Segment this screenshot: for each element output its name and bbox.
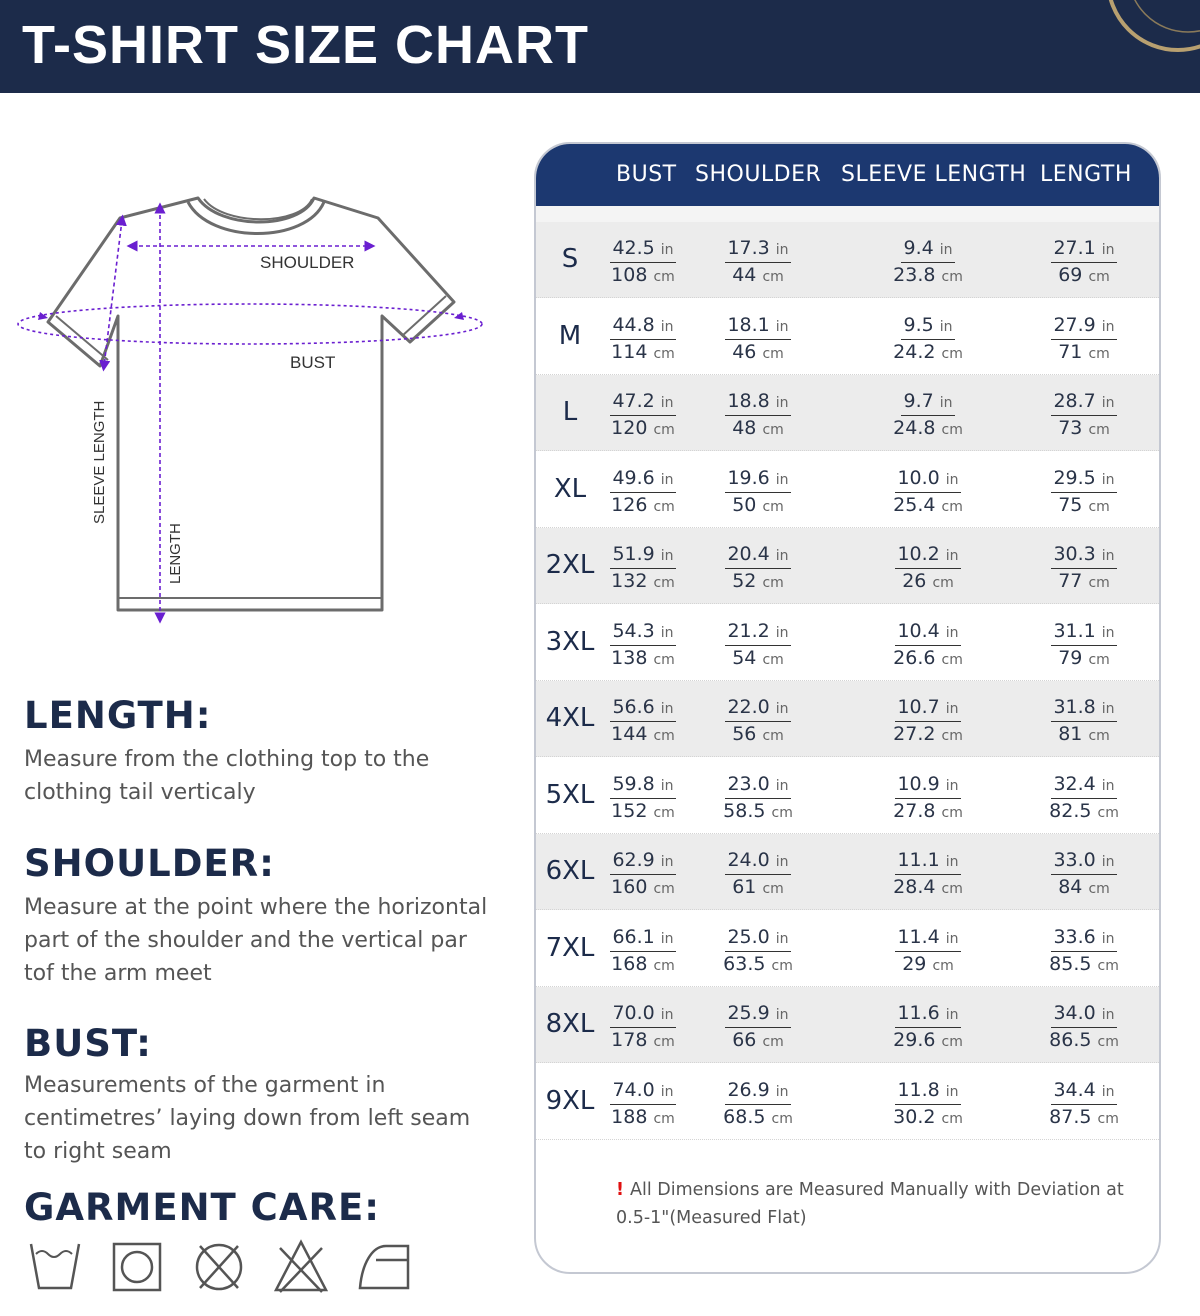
unit-inches: in bbox=[945, 471, 959, 488]
shoulder-cm-value: 66 bbox=[732, 1029, 757, 1051]
cell-shoulder bbox=[708, 313, 808, 366]
unit-inches: in bbox=[775, 395, 789, 411]
length-cm-value: 71 bbox=[1058, 340, 1083, 363]
length-cm-value: 86.5 bbox=[1049, 1029, 1092, 1051]
measurement-note bbox=[616, 1176, 1136, 1232]
unit-cm: cm bbox=[941, 728, 963, 744]
unit-cm: cm bbox=[653, 804, 675, 821]
unit-inches: in bbox=[1101, 777, 1115, 794]
length-inches-value: 33.6 bbox=[1053, 925, 1096, 948]
unit-inches: in bbox=[660, 318, 674, 335]
sleeve-cm-value: 23.8 bbox=[893, 264, 936, 286]
sleeve-inches-value: 11.8 bbox=[897, 1078, 940, 1101]
size-label: 5XL bbox=[545, 779, 595, 810]
unit-inches: in bbox=[660, 471, 674, 488]
shoulder-cm-value: 52 bbox=[732, 570, 757, 592]
length-cm-value: 82.5 bbox=[1049, 799, 1092, 822]
table-row bbox=[536, 834, 1159, 910]
unit-cm: cm bbox=[941, 345, 963, 362]
cell-bust bbox=[593, 695, 693, 748]
unit-cm: cm bbox=[1088, 575, 1110, 591]
unit-cm: cm bbox=[1097, 1034, 1119, 1050]
shoulder-inches-value: 19.6 bbox=[727, 466, 770, 489]
unit-inches: in bbox=[1101, 242, 1115, 258]
length-inches-value: 34.0 bbox=[1053, 1002, 1096, 1024]
sleeve-cm-value: 26.6 bbox=[893, 646, 936, 669]
unit-inches: in bbox=[775, 1007, 789, 1023]
section-heading-length: LENGTH: bbox=[24, 694, 212, 737]
unit-cm: cm bbox=[653, 728, 675, 744]
table-row bbox=[536, 1064, 1159, 1140]
unit-inches: in bbox=[939, 242, 953, 258]
decorative-rings bbox=[1060, 0, 1200, 93]
length-inches-value: 32.4 bbox=[1053, 772, 1096, 795]
unit-inches: in bbox=[1101, 318, 1115, 335]
unit-inches: in bbox=[775, 930, 789, 947]
unit-inches: in bbox=[660, 1007, 674, 1023]
unit-cm: cm bbox=[941, 881, 963, 897]
unit-cm: cm bbox=[653, 1110, 675, 1127]
bust-inches-value: 49.6 bbox=[612, 466, 655, 489]
unit-cm: cm bbox=[1097, 804, 1119, 821]
length-cm-value: 75 bbox=[1058, 493, 1083, 516]
shoulder-cm-value: 50 bbox=[732, 493, 757, 516]
table-row bbox=[536, 375, 1159, 451]
length-inches-value: 31.8 bbox=[1053, 696, 1096, 718]
length-inches-value: 28.7 bbox=[1053, 390, 1096, 412]
cell-shoulder bbox=[708, 542, 808, 595]
cell-shoulder bbox=[708, 695, 808, 748]
unit-inches: in bbox=[660, 395, 674, 411]
unit-inches: in bbox=[1101, 548, 1115, 564]
cell-shoulder bbox=[708, 236, 808, 289]
unit-inches: in bbox=[945, 854, 959, 870]
cell-shoulder bbox=[708, 466, 808, 519]
size-label: 9XL bbox=[545, 1085, 595, 1116]
cell-length bbox=[1034, 542, 1134, 595]
cell-bust bbox=[593, 1001, 693, 1054]
unit-inches: in bbox=[1101, 854, 1115, 870]
cell-length bbox=[1034, 848, 1134, 901]
unit-cm: cm bbox=[762, 1034, 784, 1050]
sleeve-inches-value: 10.7 bbox=[897, 696, 940, 718]
bust-inches-value: 44.8 bbox=[612, 313, 655, 336]
unit-cm: cm bbox=[941, 422, 963, 438]
unit-cm: cm bbox=[653, 1034, 675, 1050]
cell-sleeve bbox=[878, 772, 978, 825]
sleeve-cm-value: 28.4 bbox=[893, 876, 936, 898]
unit-cm: cm bbox=[941, 804, 963, 821]
unit-inches: in bbox=[1101, 624, 1115, 641]
sleeve-cm-value: 27.8 bbox=[893, 799, 936, 822]
section-heading-shoulder: SHOULDER: bbox=[24, 842, 275, 885]
cell-shoulder bbox=[708, 1078, 808, 1131]
size-label: 4XL bbox=[545, 703, 595, 733]
wash-tub-icon bbox=[28, 1236, 82, 1294]
bust-cm-value: 120 bbox=[611, 417, 648, 439]
length-label: LENGTH bbox=[167, 523, 184, 584]
unit-cm: cm bbox=[1088, 345, 1110, 362]
care-icons bbox=[28, 1236, 410, 1294]
bust-cm-value: 160 bbox=[611, 876, 648, 898]
size-label: 7XL bbox=[545, 932, 595, 963]
length-cm-value: 77 bbox=[1058, 570, 1083, 592]
size-label: S bbox=[561, 244, 579, 274]
unit-cm: cm bbox=[1088, 881, 1110, 897]
unit-inches: in bbox=[945, 1083, 959, 1100]
cell-bust bbox=[593, 542, 693, 595]
unit-cm: cm bbox=[653, 498, 675, 515]
section-text-bust: Measurements of the garment in centimetres’ laying down from left seam to right seam bbox=[24, 1073, 471, 1164]
unit-cm: cm bbox=[762, 728, 784, 744]
length-cm-value: 81 bbox=[1058, 723, 1083, 745]
tumble-dry-icon bbox=[110, 1236, 164, 1294]
column-header-length: LENGTH bbox=[1040, 162, 1132, 187]
shoulder-inches-value: 26.9 bbox=[727, 1078, 770, 1101]
unit-cm: cm bbox=[653, 575, 675, 591]
bust-inches-value: 59.8 bbox=[612, 772, 655, 795]
unit-inches: in bbox=[939, 395, 953, 411]
cell-sleeve bbox=[878, 619, 978, 672]
unit-inches: in bbox=[1101, 471, 1115, 488]
bust-inches-value: 42.5 bbox=[612, 237, 655, 259]
cell-shoulder bbox=[708, 619, 808, 672]
sleeve-cm-value: 24.2 bbox=[893, 340, 936, 363]
length-cm-value: 84 bbox=[1058, 876, 1083, 898]
length-cm-value: 85.5 bbox=[1049, 952, 1092, 975]
bust-inches-value: 54.3 bbox=[612, 619, 655, 642]
shoulder-cm-value: 48 bbox=[732, 417, 757, 439]
unit-inches: in bbox=[775, 1083, 789, 1100]
size-table bbox=[534, 142, 1161, 1274]
size-label: 2XL bbox=[545, 550, 595, 580]
iron-icon bbox=[356, 1236, 410, 1294]
unit-cm: cm bbox=[1088, 269, 1110, 285]
cell-shoulder bbox=[708, 772, 808, 825]
shoulder-inches-value: 21.2 bbox=[727, 619, 770, 642]
unit-inches: in bbox=[660, 548, 674, 564]
size-label: XL bbox=[553, 473, 587, 504]
cell-bust bbox=[593, 389, 693, 442]
cell-bust bbox=[593, 236, 693, 289]
sleeve-inches-value: 10.9 bbox=[897, 772, 940, 795]
bust-inches-value: 62.9 bbox=[612, 849, 655, 871]
sleeve-cm-value: 29 bbox=[902, 952, 927, 975]
unit-inches: in bbox=[945, 930, 959, 947]
cell-length bbox=[1034, 389, 1134, 442]
cell-sleeve bbox=[878, 542, 978, 595]
cell-length bbox=[1034, 772, 1134, 825]
unit-inches: in bbox=[945, 701, 959, 717]
cell-bust bbox=[593, 466, 693, 519]
section-heading-bust: BUST: bbox=[24, 1022, 152, 1065]
unit-inches: in bbox=[775, 854, 789, 870]
shoulder-cm-value: 46 bbox=[732, 340, 757, 363]
length-cm-value: 69 bbox=[1058, 264, 1083, 286]
cell-length bbox=[1034, 466, 1134, 519]
cell-length bbox=[1034, 1078, 1134, 1131]
unit-cm: cm bbox=[762, 575, 784, 591]
unit-cm: cm bbox=[762, 881, 784, 897]
sleeve-inches-value: 11.1 bbox=[897, 849, 940, 871]
unit-inches: in bbox=[660, 930, 674, 947]
cell-bust bbox=[593, 313, 693, 366]
shoulder-cm-value: 61 bbox=[732, 876, 757, 898]
sleeve-inches-value: 11.6 bbox=[897, 1002, 940, 1024]
section-text-length: Measure from the clothing top to the clothing tail verticaly bbox=[24, 747, 430, 805]
length-inches-value: 27.1 bbox=[1053, 237, 1096, 259]
sleeve-cm-value: 25.4 bbox=[893, 493, 936, 516]
shoulder-inches-value: 17.3 bbox=[727, 237, 770, 259]
length-inches-value: 33.0 bbox=[1053, 849, 1096, 871]
bust-inches-value: 70.0 bbox=[612, 1002, 655, 1024]
cell-shoulder bbox=[708, 925, 808, 978]
length-inches-value: 30.3 bbox=[1053, 543, 1096, 565]
length-inches-value: 29.5 bbox=[1053, 466, 1096, 489]
tshirt-diagram bbox=[10, 190, 490, 630]
table-row bbox=[536, 299, 1159, 375]
bust-cm-value: 188 bbox=[611, 1105, 648, 1128]
unit-cm: cm bbox=[932, 957, 954, 974]
table-row bbox=[536, 222, 1159, 298]
unit-inches: in bbox=[660, 777, 674, 794]
unit-cm: cm bbox=[653, 957, 675, 974]
bust-cm-value: 126 bbox=[611, 493, 648, 516]
unit-inches: in bbox=[775, 701, 789, 717]
shoulder-inches-value: 24.0 bbox=[727, 849, 770, 871]
cell-length bbox=[1034, 695, 1134, 748]
unit-inches: in bbox=[945, 624, 959, 641]
column-header-bust: BUST bbox=[616, 162, 677, 187]
sleeve-cm-value: 30.2 bbox=[893, 1105, 936, 1128]
unit-cm: cm bbox=[1088, 651, 1110, 668]
bust-cm-value: 144 bbox=[611, 723, 648, 745]
unit-cm: cm bbox=[653, 422, 675, 438]
unit-inches: in bbox=[945, 777, 959, 794]
table-row bbox=[536, 758, 1159, 834]
unit-inches: in bbox=[660, 854, 674, 870]
cell-bust bbox=[593, 619, 693, 672]
bust-inches-value: 74.0 bbox=[612, 1078, 655, 1101]
unit-cm: cm bbox=[762, 422, 784, 438]
cell-length bbox=[1034, 236, 1134, 289]
table-header bbox=[536, 144, 1159, 206]
page-title: T-SHIRT SIZE CHART bbox=[22, 15, 589, 75]
unit-cm: cm bbox=[653, 345, 675, 362]
sleeve-inches-value: 10.2 bbox=[897, 543, 940, 565]
length-cm-value: 87.5 bbox=[1049, 1105, 1092, 1128]
sleeve-cm-value: 24.8 bbox=[893, 417, 936, 439]
unit-inches: in bbox=[1101, 701, 1115, 717]
cell-bust bbox=[593, 925, 693, 978]
bust-label: BUST bbox=[290, 353, 336, 372]
unit-inches: in bbox=[775, 318, 789, 335]
table-row bbox=[536, 605, 1159, 681]
unit-cm: cm bbox=[653, 269, 675, 285]
unit-cm: cm bbox=[932, 575, 954, 591]
unit-cm: cm bbox=[762, 269, 784, 285]
unit-inches: in bbox=[939, 318, 953, 335]
cell-length bbox=[1034, 925, 1134, 978]
unit-inches: in bbox=[660, 624, 674, 641]
do-not-bleach-icon bbox=[274, 1236, 328, 1294]
section-text-shoulder: Measure at the point where the horizontal part of the shoulder and the vertical par tof the arm meet bbox=[24, 895, 488, 986]
unit-inches: in bbox=[660, 1083, 674, 1100]
bust-inches-value: 47.2 bbox=[612, 390, 655, 412]
unit-cm: cm bbox=[941, 1110, 963, 1127]
sleeve-length-label: SLEEVE LENGTH bbox=[91, 400, 108, 524]
shoulder-inches-value: 25.9 bbox=[727, 1002, 770, 1024]
sleeve-inches-value: 9.7 bbox=[903, 390, 934, 412]
unit-cm: cm bbox=[941, 1034, 963, 1050]
unit-inches: in bbox=[945, 1007, 959, 1023]
shoulder-cm-value: 63.5 bbox=[723, 952, 766, 975]
unit-cm: cm bbox=[771, 1110, 793, 1127]
bust-cm-value: 178 bbox=[611, 1029, 648, 1051]
shoulder-cm-value: 68.5 bbox=[723, 1105, 766, 1128]
unit-cm: cm bbox=[1097, 1110, 1119, 1127]
bust-cm-value: 138 bbox=[611, 646, 648, 669]
unit-inches: in bbox=[1101, 395, 1115, 411]
table-row bbox=[536, 681, 1159, 757]
unit-inches: in bbox=[775, 777, 789, 794]
sleeve-inches-value: 9.5 bbox=[903, 313, 934, 336]
cell-shoulder bbox=[708, 389, 808, 442]
warning-icon: ! bbox=[616, 1180, 624, 1200]
bust-inches-value: 51.9 bbox=[612, 543, 655, 565]
length-cm-value: 79 bbox=[1058, 646, 1083, 669]
sleeve-inches-value: 10.4 bbox=[897, 619, 940, 642]
cell-sleeve bbox=[878, 1001, 978, 1054]
unit-inches: in bbox=[660, 242, 674, 258]
bust-cm-value: 108 bbox=[611, 264, 648, 286]
table-row bbox=[536, 452, 1159, 528]
unit-cm: cm bbox=[941, 269, 963, 285]
bust-cm-value: 152 bbox=[611, 799, 648, 822]
shoulder-label: SHOULDER bbox=[260, 253, 355, 272]
cell-length bbox=[1034, 313, 1134, 366]
length-inches-value: 31.1 bbox=[1053, 619, 1096, 642]
unit-cm: cm bbox=[771, 957, 793, 974]
table-row bbox=[536, 911, 1159, 987]
note-text: All Dimensions are Measured Manually with Deviation at 0.5-1"(Measured Flat) bbox=[616, 1180, 1124, 1228]
shoulder-inches-value: 20.4 bbox=[727, 543, 770, 565]
unit-inches: in bbox=[775, 624, 789, 641]
unit-inches: in bbox=[775, 471, 789, 488]
shoulder-inches-value: 25.0 bbox=[727, 925, 770, 948]
cell-sleeve bbox=[878, 1078, 978, 1131]
shoulder-cm-value: 56 bbox=[732, 723, 757, 745]
sleeve-inches-value: 9.4 bbox=[903, 237, 934, 259]
column-header-sleeve: SLEEVE LENGTH bbox=[841, 162, 1027, 187]
unit-inches: in bbox=[945, 548, 959, 564]
cell-bust bbox=[593, 848, 693, 901]
size-label: 8XL bbox=[545, 1009, 595, 1039]
unit-cm: cm bbox=[1088, 728, 1110, 744]
sleeve-cm-value: 29.6 bbox=[893, 1029, 936, 1051]
cell-length bbox=[1034, 619, 1134, 672]
column-header-shoulder: SHOULDER bbox=[695, 162, 822, 187]
unit-cm: cm bbox=[762, 651, 784, 668]
section-heading-garment-care: GARMENT CARE: bbox=[24, 1186, 381, 1229]
unit-cm: cm bbox=[762, 345, 784, 362]
sleeve-cm-value: 27.2 bbox=[893, 723, 936, 745]
unit-cm: cm bbox=[771, 804, 793, 821]
unit-cm: cm bbox=[653, 881, 675, 897]
shoulder-cm-value: 58.5 bbox=[723, 799, 766, 822]
unit-cm: cm bbox=[941, 651, 963, 668]
cell-sleeve bbox=[878, 695, 978, 748]
cell-shoulder bbox=[708, 1001, 808, 1054]
unit-cm: cm bbox=[653, 651, 675, 668]
length-inches-value: 34.4 bbox=[1053, 1078, 1096, 1101]
unit-cm: cm bbox=[762, 498, 784, 515]
length-cm-value: 73 bbox=[1058, 417, 1083, 439]
cell-sleeve bbox=[878, 236, 978, 289]
size-label: 6XL bbox=[545, 856, 595, 886]
cell-length bbox=[1034, 1001, 1134, 1054]
sleeve-inches-value: 11.4 bbox=[897, 925, 940, 948]
unit-inches: in bbox=[660, 701, 674, 717]
unit-cm: cm bbox=[1088, 498, 1110, 515]
unit-inches: in bbox=[1101, 1083, 1115, 1100]
table-row bbox=[536, 987, 1159, 1063]
unit-cm: cm bbox=[1097, 957, 1119, 974]
shoulder-cm-value: 54 bbox=[732, 646, 757, 669]
cell-bust bbox=[593, 772, 693, 825]
unit-cm: cm bbox=[941, 498, 963, 515]
cell-bust bbox=[593, 1078, 693, 1131]
unit-inches: in bbox=[775, 242, 789, 258]
bust-cm-value: 114 bbox=[611, 340, 648, 363]
header-banner bbox=[0, 0, 1200, 93]
shoulder-inches-value: 18.1 bbox=[727, 313, 770, 336]
shoulder-inches-value: 18.8 bbox=[727, 390, 770, 412]
bust-inches-value: 66.1 bbox=[612, 925, 655, 948]
size-label: L bbox=[562, 397, 578, 427]
unit-inches: in bbox=[1101, 930, 1115, 947]
sleeve-inches-value: 10.0 bbox=[897, 466, 940, 489]
shoulder-cm-value: 44 bbox=[732, 264, 757, 286]
cell-sleeve bbox=[878, 389, 978, 442]
bust-cm-value: 168 bbox=[611, 952, 648, 975]
cell-sleeve bbox=[878, 313, 978, 366]
cell-shoulder bbox=[708, 848, 808, 901]
unit-cm: cm bbox=[1088, 422, 1110, 438]
cell-sleeve bbox=[878, 466, 978, 519]
tshirt-outline bbox=[48, 198, 454, 610]
do-not-dry-clean-icon bbox=[192, 1236, 246, 1294]
shoulder-inches-value: 23.0 bbox=[727, 772, 770, 795]
sleeve-cm-value: 26 bbox=[902, 570, 927, 592]
shoulder-inches-value: 22.0 bbox=[727, 696, 770, 718]
bust-cm-value: 132 bbox=[611, 570, 648, 592]
unit-inches: in bbox=[1101, 1007, 1115, 1023]
table-row bbox=[536, 528, 1159, 604]
length-inches-value: 27.9 bbox=[1053, 313, 1096, 336]
size-label: 3XL bbox=[545, 626, 595, 657]
unit-inches: in bbox=[775, 548, 789, 564]
bust-inches-value: 56.6 bbox=[612, 696, 655, 718]
cell-sleeve bbox=[878, 848, 978, 901]
cell-sleeve bbox=[878, 925, 978, 978]
size-label: M bbox=[558, 320, 582, 351]
